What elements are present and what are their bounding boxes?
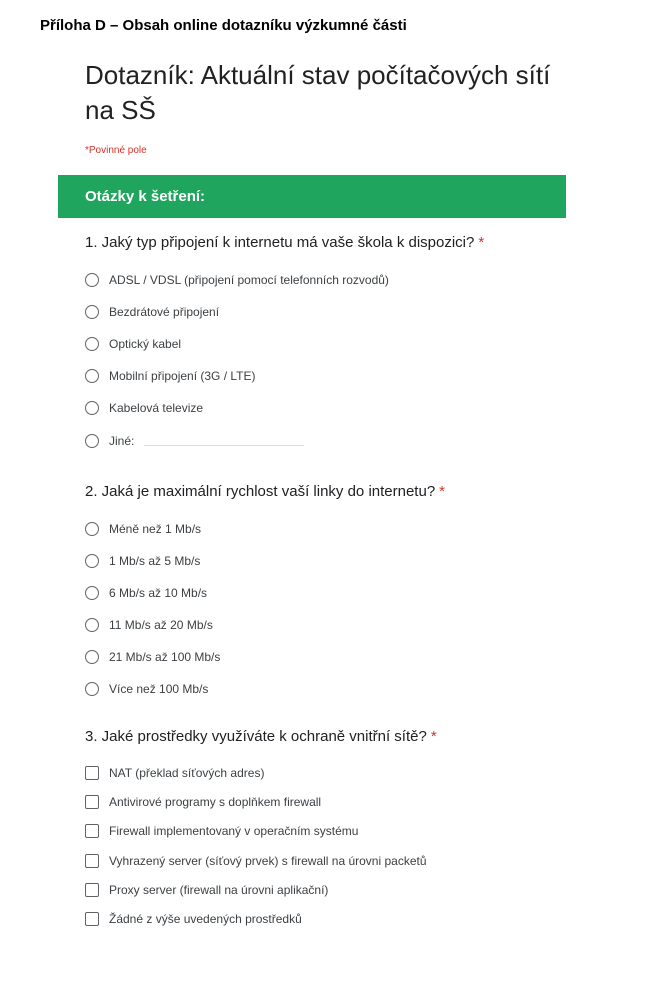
radio-button[interactable] (85, 337, 99, 351)
radio-option[interactable] (85, 264, 565, 296)
option-label: Bezdrátové připojení (109, 305, 220, 319)
checkbox-option[interactable] (85, 875, 565, 904)
radio-option[interactable] (85, 545, 565, 577)
radio-button[interactable] (85, 273, 99, 287)
radio-option[interactable] (85, 513, 565, 545)
option-label: Vyhrazený server (síťový prvek) s firewall na úrovni packetů (109, 853, 427, 868)
checkbox-option[interactable] (85, 758, 565, 787)
option-label: 11 Mb/s až 20 Mb/s (109, 618, 213, 632)
question-1 (85, 233, 565, 458)
option-label: Proxy server (firewall na úrovni aplikační) (109, 882, 329, 897)
radio-button[interactable] (85, 369, 99, 383)
document-heading: Příloha D – Obsah online dotazníku výzkumné části (40, 17, 407, 34)
radio-button[interactable] (85, 554, 99, 568)
section-header-bar (58, 175, 566, 218)
option-label: Více než 100 Mb/s (109, 682, 209, 696)
other-text-input[interactable] (144, 445, 304, 446)
radio-button[interactable] (85, 586, 99, 600)
checkbox[interactable] (85, 766, 99, 780)
required-star: * (478, 234, 485, 251)
checkbox[interactable] (85, 912, 99, 926)
radio-button[interactable] (85, 682, 99, 696)
radio-button[interactable] (85, 618, 99, 632)
checkbox[interactable] (85, 883, 99, 897)
radio-button[interactable] (85, 522, 99, 536)
radio-option[interactable] (85, 577, 565, 609)
question-title (85, 233, 565, 253)
question-title (85, 482, 565, 502)
radio-option[interactable] (85, 296, 565, 328)
required-star: * (439, 483, 445, 500)
radio-option[interactable] (85, 392, 565, 424)
checkbox[interactable] (85, 824, 99, 838)
option-label: 1 Mb/s až 5 Mb/s (109, 554, 201, 568)
checkbox[interactable] (85, 854, 99, 868)
option-label: Jiné: (109, 434, 135, 448)
section-title: Otázky k šetření: (85, 188, 206, 205)
radio-option[interactable] (85, 673, 565, 705)
option-label: 21 Mb/s až 100 Mb/s (109, 650, 221, 664)
checkbox-option[interactable] (85, 817, 565, 846)
radio-option[interactable] (85, 360, 565, 392)
option-label: NAT (překlad síťových adres) (109, 765, 265, 780)
option-label: Žádné z výše uvedených prostředků (109, 912, 302, 927)
radio-option[interactable] (85, 641, 565, 673)
checkbox-option[interactable] (85, 846, 565, 875)
option-label: Méně než 1 Mb/s (109, 522, 202, 536)
checkbox[interactable] (85, 795, 99, 809)
option-label: Optický kabel (109, 337, 182, 351)
question-title (85, 727, 565, 747)
question-text: 2. Jaká je maximální rychlost vaší linky do internetu? (85, 483, 436, 500)
option-label: 6 Mb/s až 10 Mb/s (109, 586, 208, 600)
radio-option[interactable] (85, 328, 565, 360)
radio-button[interactable] (85, 650, 99, 664)
radio-option-other[interactable] (85, 424, 565, 458)
radio-button[interactable] (85, 305, 99, 319)
question-text: 3. Jaké prostředky využíváte k ochraně vnitřní sítě? (85, 728, 427, 745)
required-field-note: *Povinné pole (85, 145, 147, 156)
question-2 (85, 482, 565, 705)
option-label: Mobilní připojení (3G / LTE) (109, 369, 256, 383)
option-label: ADSL / VDSL (připojení pomocí telefonních rozvodů) (109, 273, 389, 287)
radio-button[interactable] (85, 401, 99, 415)
required-star: * (430, 728, 437, 745)
option-label: Kabelová televize (109, 401, 204, 415)
radio-button[interactable] (85, 434, 99, 448)
question-text: 1. Jaký typ připojení k internetu má vaše škola k dispozici? (85, 234, 475, 251)
form-title: Dotazník: Aktuální stav počítačových sítí na SŠ (85, 60, 551, 125)
radio-option[interactable] (85, 609, 565, 641)
option-label: Antivirové programy s doplňkem firewall (109, 794, 322, 809)
question-3 (85, 727, 565, 934)
option-label: Firewall implementovaný v operačním systému (109, 824, 359, 839)
checkbox-option[interactable] (85, 904, 565, 933)
checkbox-option[interactable] (85, 787, 565, 816)
